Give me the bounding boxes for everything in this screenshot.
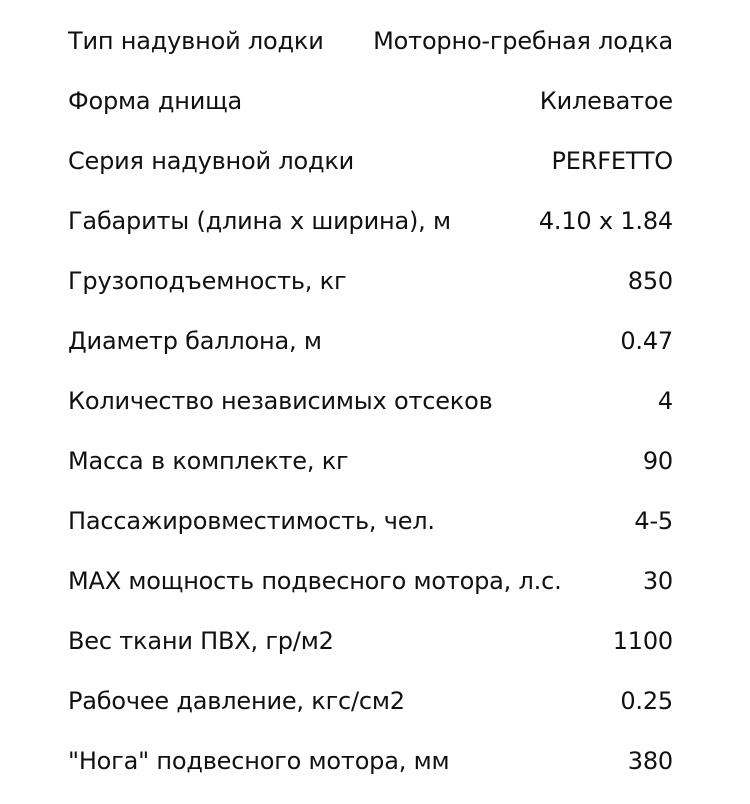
spec-row-pvc-weight [68,611,673,671]
spec-value: 0.25 [620,687,673,715]
spec-value: Моторно-гребная лодка [373,27,673,55]
spec-label: Форма днища [68,87,243,115]
spec-label: Количество независимых отсеков [68,387,493,415]
spec-label: Серия надувной лодки [68,147,355,175]
spec-row-weight [68,431,673,491]
spec-value: 850 [627,267,673,295]
spec-row-tube-diameter [68,311,673,371]
spec-label: Диаметр баллона, м [68,327,322,355]
spec-value: 4 [657,387,673,415]
spec-row-dimensions [68,191,673,251]
spec-value: Килеватое [539,87,673,115]
spec-row-series [68,131,673,191]
spec-label: Вес ткани ПВХ, гр/м2 [68,627,334,655]
spec-value: 0.47 [620,327,673,355]
spec-value: 380 [627,747,673,775]
spec-row-motor-shaft [68,731,673,791]
spec-row-max-motor-power [68,551,673,611]
spec-row-working-pressure [68,671,673,731]
spec-value: 90 [642,447,673,475]
spec-value: PERFETTO [551,147,673,175]
spec-label: "Нога" подвесного мотора, мм [68,747,450,775]
spec-label: Габариты (длина х ширина), м [68,207,451,235]
spec-label: Пассажировместимость, чел. [68,507,435,535]
spec-row-hull-shape [68,71,673,131]
specifications-table [68,11,673,791]
spec-row-boat-type [68,11,673,71]
spec-label: Тип надувной лодки [68,27,324,55]
spec-label: Рабочее давление, кгс/см2 [68,687,405,715]
spec-row-load-capacity [68,251,673,311]
spec-value: 1100 [612,627,673,655]
spec-label: Масса в комплекте, кг [68,447,349,475]
spec-label: Грузоподъемность, кг [68,267,347,295]
spec-row-compartments [68,371,673,431]
spec-value: 30 [642,567,673,595]
spec-value: 4-5 [634,507,673,535]
spec-value: 4.10 х 1.84 [538,207,673,235]
spec-row-passengers [68,491,673,551]
spec-label: MAX мощность подвесного мотора, л.с. [68,567,562,595]
